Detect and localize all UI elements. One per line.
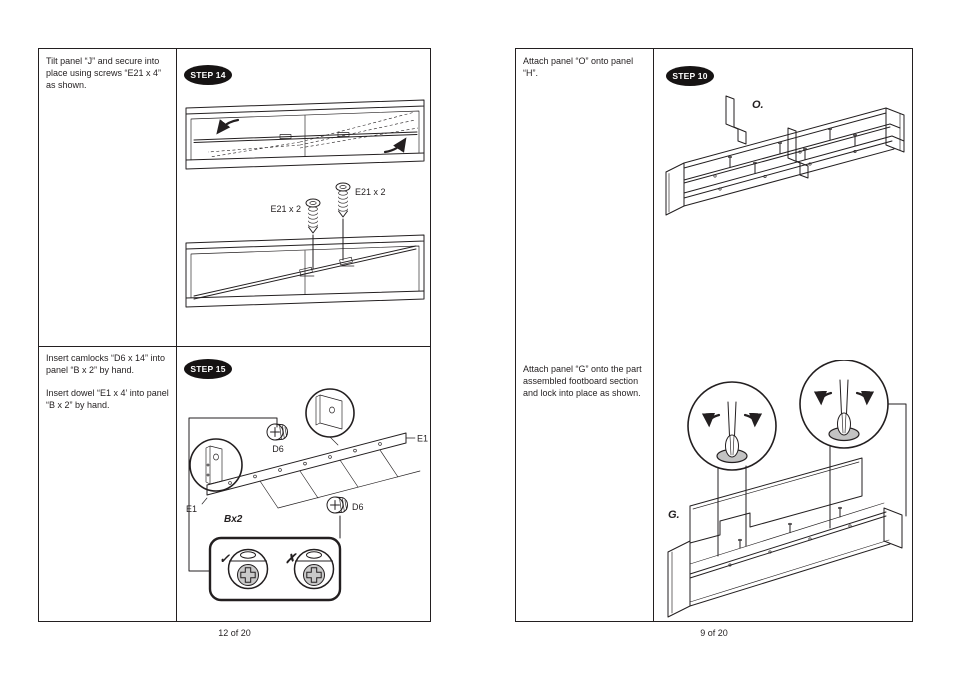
callout-leader-right — [888, 404, 906, 516]
step10-instruction-cell-bottom — [516, 357, 653, 416]
camlock-orientation-box — [210, 538, 340, 600]
panel-b — [207, 433, 420, 508]
step15-instruction-1: Insert camlocks “D6 x 14” into panel “B x 2” by hand. — [46, 353, 166, 376]
camlock-face-correct — [229, 550, 268, 589]
step15-badge — [184, 359, 232, 379]
panel-label-bx2: Bx2 — [224, 514, 243, 525]
tilt-arrow-left — [219, 120, 238, 131]
step10-instruction-bottom: Attach panel “G” onto the part assembled footboard section and lock into place as shown. — [523, 364, 642, 399]
panel-label-g: G. — [668, 509, 680, 521]
step15-instruction-2: Insert dowel “E1 x 4’ into panel “B x 2” by hand. — [46, 388, 169, 411]
right-page-number: 9 of 20 — [700, 628, 728, 638]
step10-diagram-bottom — [660, 360, 910, 618]
right-page-column-divider — [653, 49, 654, 621]
step14-badge-label: STEP 14 — [190, 70, 226, 80]
screw-icon-left — [306, 199, 320, 233]
step14-badge — [184, 65, 232, 85]
check-mark: ✓ — [219, 551, 230, 566]
step10-badge-label: STEP 10 — [672, 71, 708, 81]
panel-label-e1-left: E1 — [186, 504, 198, 514]
step10-badge — [666, 66, 714, 86]
step14-instruction-cell — [39, 49, 176, 108]
step14-instruction: Tilt panel “J” and secure into place using screws “E21 x 4” as shown. — [46, 56, 162, 91]
step10-instruction-top: Attach panel “O” onto panel “H”. — [523, 56, 634, 79]
step14-diagram — [180, 95, 430, 340]
step10-instruction-cell-top — [516, 49, 653, 96]
callout-camlock-turn-left — [688, 382, 776, 470]
step10-diagram-top — [660, 88, 910, 236]
cabinet-bottom-view — [186, 235, 424, 307]
step15-instruction-cell — [39, 346, 176, 429]
panel-label-o: O. — [752, 99, 764, 111]
step15-badge-label: STEP 15 — [190, 364, 226, 374]
footboard-frame-assembled — [668, 503, 902, 617]
footboard-frame — [666, 108, 904, 215]
screw-label-right: E21 x 2 — [355, 187, 386, 197]
left-page-column-divider — [176, 49, 177, 621]
screw-label-left: E21 x 2 — [270, 204, 301, 214]
tilt-arrow-right — [385, 141, 404, 152]
camlock-label-top: D6 — [272, 444, 284, 454]
callout-panel-edge — [190, 439, 242, 491]
panel-g — [690, 458, 862, 543]
camlock-face-wrong — [295, 550, 334, 589]
callout-panel-corner — [306, 389, 354, 445]
callout-leader-lines — [189, 418, 277, 571]
camlock-label-bottom: D6 — [352, 502, 364, 512]
cabinet-top-view — [186, 100, 424, 169]
step15-diagram — [180, 385, 432, 615]
bracket-o-floating — [726, 96, 746, 144]
left-page-number: 12 of 20 — [218, 628, 251, 638]
callout-camlock-turn-right — [800, 360, 888, 448]
screw-icon-right — [336, 183, 350, 217]
camlock-icon-bottom — [327, 497, 348, 513]
panel-label-e1-right: E1 — [417, 433, 429, 444]
cross-mark: ✗ — [285, 551, 296, 566]
